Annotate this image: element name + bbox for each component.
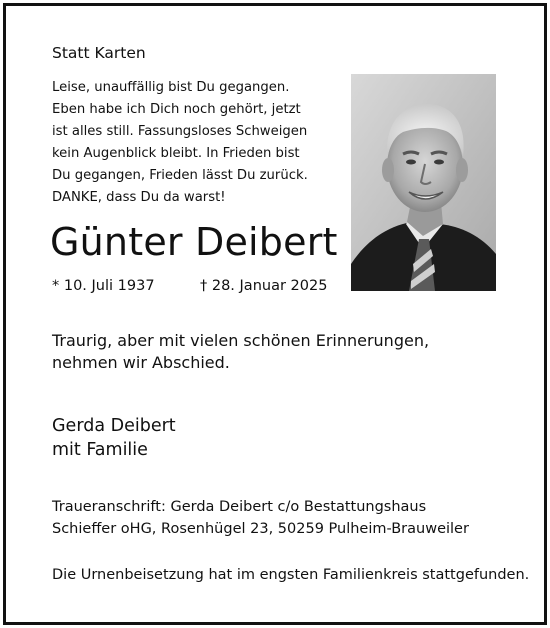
death-date: † 28. Januar 2025 <box>200 278 328 294</box>
address-line: Schieffer oHG, Rosenhügel 23, 50259 Pulheim-Brauweiler <box>52 521 469 537</box>
mourner-line: Gerda Deibert <box>52 416 176 436</box>
deceased-name: Günter Deibert <box>50 220 338 264</box>
birth-date: * 10. Juli 1937 <box>52 278 155 294</box>
farewell-message <box>52 330 492 374</box>
poem <box>52 77 342 209</box>
mourner-line: mit Familie <box>52 440 148 460</box>
pre-title: Statt Karten <box>52 44 146 62</box>
poem-line: Eben habe ich Dich noch gehört, jetzt <box>52 102 301 117</box>
poem-line: Du gegangen, Frieden lässt Du zurück. <box>52 168 308 183</box>
poem-line: kein Augenblick bleibt. In Frieden bist <box>52 146 300 161</box>
mourners <box>52 414 176 462</box>
message-line: nehmen wir Abschied. <box>52 353 230 372</box>
address-line: Traueranschrift: Gerda Deibert c/o Bestattungshaus <box>52 499 427 515</box>
poem-line: DANKE, dass Du da warst! <box>52 190 226 205</box>
portrait-photo <box>351 74 496 291</box>
poem-line: ist alles still. Fassungsloses Schweigen <box>52 124 308 139</box>
closing-note: Die Urnenbeisetzung hat im engsten Familienkreis stattgefunden. <box>52 567 530 583</box>
message-line: Traurig, aber mit vielen schönen Erinnerungen, <box>52 331 430 350</box>
poem-line: Leise, unauffällig bist Du gegangen. <box>52 80 290 95</box>
mourning-address <box>52 496 469 540</box>
